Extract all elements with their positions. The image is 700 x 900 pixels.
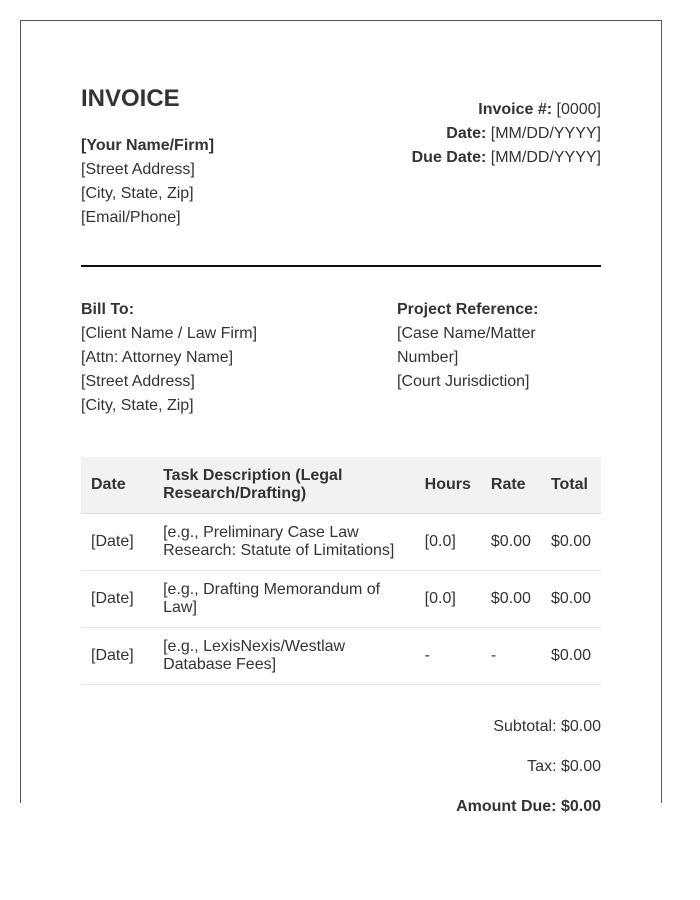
subtotal: Subtotal: $0.00 — [493, 718, 601, 735]
header-rate: Rate — [481, 457, 541, 514]
row-rate: $0.00 — [481, 514, 541, 571]
invoice-due-label: Due Date: — [411, 149, 487, 166]
bill-to-attn: [Attn: Attorney Name] — [81, 349, 234, 366]
invoice-page — [20, 20, 662, 815]
table-row — [81, 514, 601, 571]
row-description: [e.g., Drafting Memorandum of Law] — [153, 571, 415, 628]
row-rate: - — [481, 628, 541, 685]
header-description: Task Description (Legal Research/Drafting) — [153, 457, 415, 514]
invoice-date-label: Date: — [446, 125, 487, 142]
header-hours: Hours — [415, 457, 481, 514]
row-date: [Date] — [81, 571, 153, 628]
row-total: $0.00 — [541, 514, 601, 571]
row-hours: [0.0] — [415, 571, 481, 628]
header-divider — [81, 265, 601, 267]
project-heading: Project Reference: — [397, 301, 539, 318]
invoice-date-line — [412, 122, 601, 146]
row-date: [Date] — [81, 514, 153, 571]
sender-block — [81, 134, 214, 230]
row-date: [Date] — [81, 628, 153, 685]
sender-name: [Your Name/Firm] — [81, 137, 215, 154]
table-row — [81, 571, 601, 628]
invoice-title: INVOICE — [81, 85, 180, 112]
bill-to-street: [Street Address] — [81, 373, 195, 390]
row-description: [e.g., LexisNexis/Westlaw Database Fees] — [153, 628, 415, 685]
invoice-date-value: [MM/DD/YYYY] — [490, 125, 601, 142]
bill-to-client: [Client Name / Law Firm] — [81, 325, 258, 342]
invoice-due-value: [MM/DD/YYYY] — [490, 149, 601, 166]
bill-to-block — [81, 298, 257, 418]
row-description: [e.g., Preliminary Case Law Research: Statute of Limitations] — [153, 514, 415, 571]
table-row — [81, 628, 601, 685]
row-hours: [0.0] — [415, 514, 481, 571]
row-total: $0.00 — [541, 571, 601, 628]
project-case: [Case Name/Matter Number] — [397, 325, 536, 366]
tax: Tax: $0.00 — [527, 758, 601, 775]
totals-block — [456, 717, 601, 837]
invoice-number-value: [0000] — [556, 101, 601, 118]
row-total: $0.00 — [541, 628, 601, 685]
amount-due: Amount Due: $0.00 — [456, 798, 601, 815]
sender-city: [City, State, Zip] — [81, 185, 194, 202]
project-court: [Court Jurisdiction] — [397, 373, 530, 390]
sender-street: [Street Address] — [81, 161, 195, 178]
bill-to-heading: Bill To: — [81, 301, 135, 318]
bill-to-city: [City, State, Zip] — [81, 397, 194, 414]
row-rate: $0.00 — [481, 571, 541, 628]
invoice-number-line — [412, 98, 601, 122]
invoice-due-line — [412, 146, 601, 170]
header-total: Total — [541, 457, 601, 514]
line-items-table — [81, 457, 601, 685]
project-reference-block — [397, 298, 601, 394]
header-date: Date — [81, 457, 153, 514]
row-hours: - — [415, 628, 481, 685]
invoice-number-label: Invoice #: — [478, 101, 553, 118]
sender-contact: [Email/Phone] — [81, 209, 181, 226]
invoice-meta — [412, 98, 601, 170]
table-header-row — [81, 457, 601, 514]
